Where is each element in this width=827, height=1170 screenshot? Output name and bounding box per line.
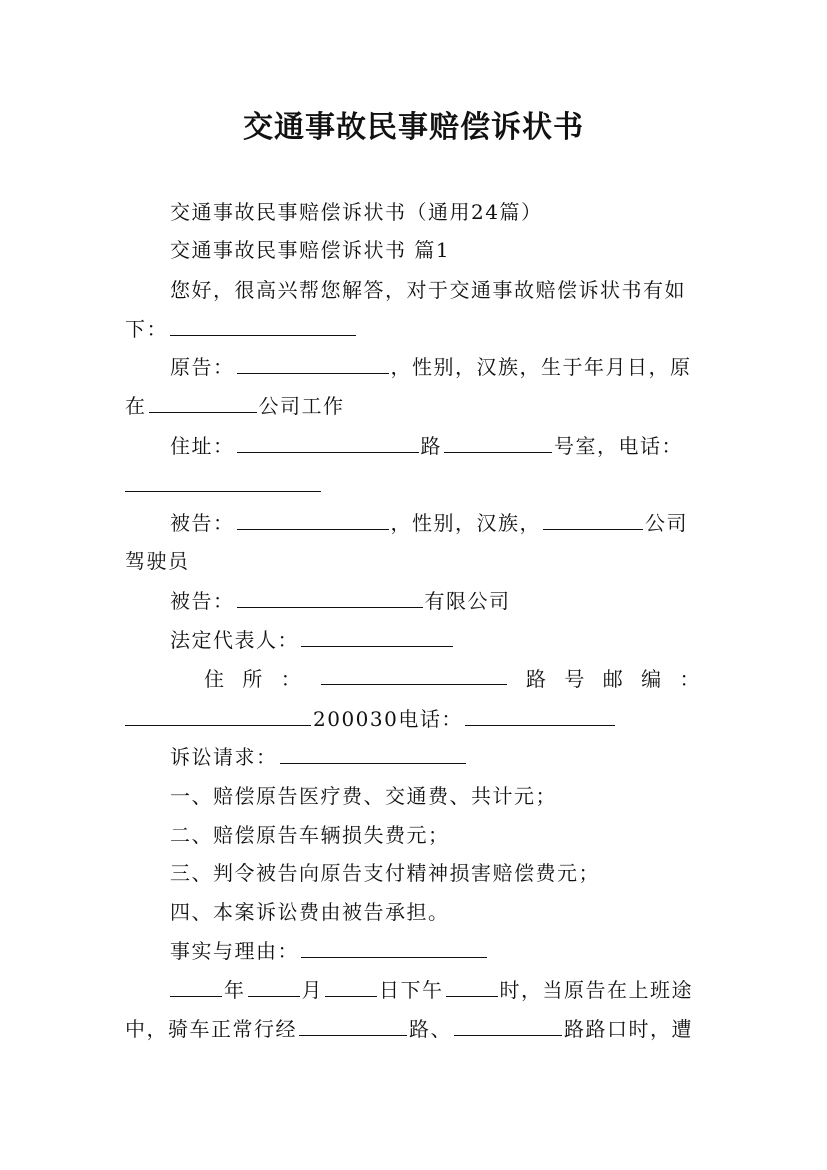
text-fragment: 200030电话：	[313, 707, 463, 731]
fill-blank	[299, 1015, 407, 1036]
text-fragment: 号室，电话：	[554, 434, 683, 458]
text-line-justified	[204, 664, 701, 694]
text-fragment: 住址：	[170, 434, 235, 458]
text-fragment: 路	[420, 434, 442, 458]
text-line: 您好，很高兴帮您解答，对于交通事故赔偿诉状书有如	[170, 278, 686, 302]
document-title: 交通事故民事赔偿诉状书	[243, 110, 584, 145]
subtitle-line: 交通事故民事赔偿诉状书（通用24篇）	[170, 200, 543, 224]
text-fragment: 被告：	[170, 589, 235, 613]
text-fragment: 路、	[409, 1017, 452, 1041]
fill-blank	[325, 976, 377, 997]
fill-blank	[248, 976, 300, 997]
fill-blank	[237, 432, 419, 453]
text-fragment: 公司	[645, 511, 688, 535]
text-fragment: 中，骑车正常行经	[125, 1017, 297, 1041]
text-fragment: ：	[280, 667, 303, 691]
fill-blank	[237, 353, 389, 374]
fill-blank	[543, 509, 643, 530]
text-fragment: 编	[641, 667, 663, 691]
text-line	[170, 975, 701, 1005]
fill-blank	[454, 1015, 562, 1036]
text-line	[125, 704, 701, 734]
text-line	[170, 625, 701, 655]
text-line	[170, 508, 701, 538]
text-fragment: 号	[564, 667, 586, 691]
text-fragment: ，性别，汉族，	[390, 511, 541, 535]
text-fragment: 年	[224, 978, 246, 1002]
fill-blank	[237, 587, 423, 608]
fill-blank	[444, 432, 552, 453]
text-line	[125, 391, 701, 421]
fill-blank	[465, 705, 615, 726]
claim-item: 二、赔偿原告车辆损失费元；	[170, 823, 450, 847]
text-fragment: 公司工作	[258, 394, 345, 418]
fill-blank	[170, 976, 222, 997]
text-line	[125, 1014, 701, 1044]
text-line	[170, 431, 701, 461]
text-fragment: 诉讼请求：	[170, 745, 278, 769]
text-line	[125, 470, 701, 500]
fill-blank	[125, 705, 311, 726]
fill-blank	[170, 315, 356, 336]
fill-blank	[301, 626, 453, 647]
text-line: 驾驶员	[125, 549, 190, 573]
text-line	[170, 742, 701, 772]
text-fragment: 时，当原告在上班途	[499, 978, 693, 1002]
text-fragment: 被告：	[170, 511, 235, 535]
text-line	[170, 936, 701, 966]
text-fragment: 住	[204, 667, 226, 691]
text-fragment: 邮	[602, 667, 625, 691]
fill-blank	[125, 471, 321, 492]
text-fragment: ：	[679, 667, 701, 691]
section-heading: 交通事故民事赔偿诉状书 篇1	[170, 238, 451, 262]
fill-blank	[321, 664, 507, 685]
text-fragment: 日下午	[379, 978, 444, 1002]
text-line	[170, 586, 701, 616]
claim-item: 三、判令被告向原告支付精神损害赔偿费元；	[170, 861, 600, 885]
text-fragment: 有限公司	[424, 589, 511, 613]
fill-blank	[149, 392, 257, 413]
text-fragment: 下：	[125, 317, 168, 341]
text-fragment: 法定代表人：	[170, 628, 299, 652]
text-fragment: 月	[301, 978, 323, 1002]
fill-blank	[446, 976, 498, 997]
fill-blank	[280, 743, 466, 764]
text-fragment: 路	[526, 667, 548, 691]
text-line	[125, 314, 701, 344]
text-fragment: 所	[242, 667, 264, 691]
claim-item: 一、赔偿原告医疗费、交通费、共计元；	[170, 784, 557, 808]
text-fragment: ，性别，汉族，生于年月日，原	[390, 355, 692, 379]
text-fragment: 在	[125, 394, 147, 418]
text-fragment: 事实与理由：	[170, 939, 299, 963]
fill-blank	[301, 937, 487, 958]
text-fragment: 路路口时，遭	[564, 1017, 693, 1041]
text-line	[170, 352, 701, 382]
text-fragment: 原告：	[170, 355, 235, 379]
claim-item: 四、本案诉讼费由被告承担。	[170, 900, 450, 924]
fill-blank	[237, 509, 389, 530]
